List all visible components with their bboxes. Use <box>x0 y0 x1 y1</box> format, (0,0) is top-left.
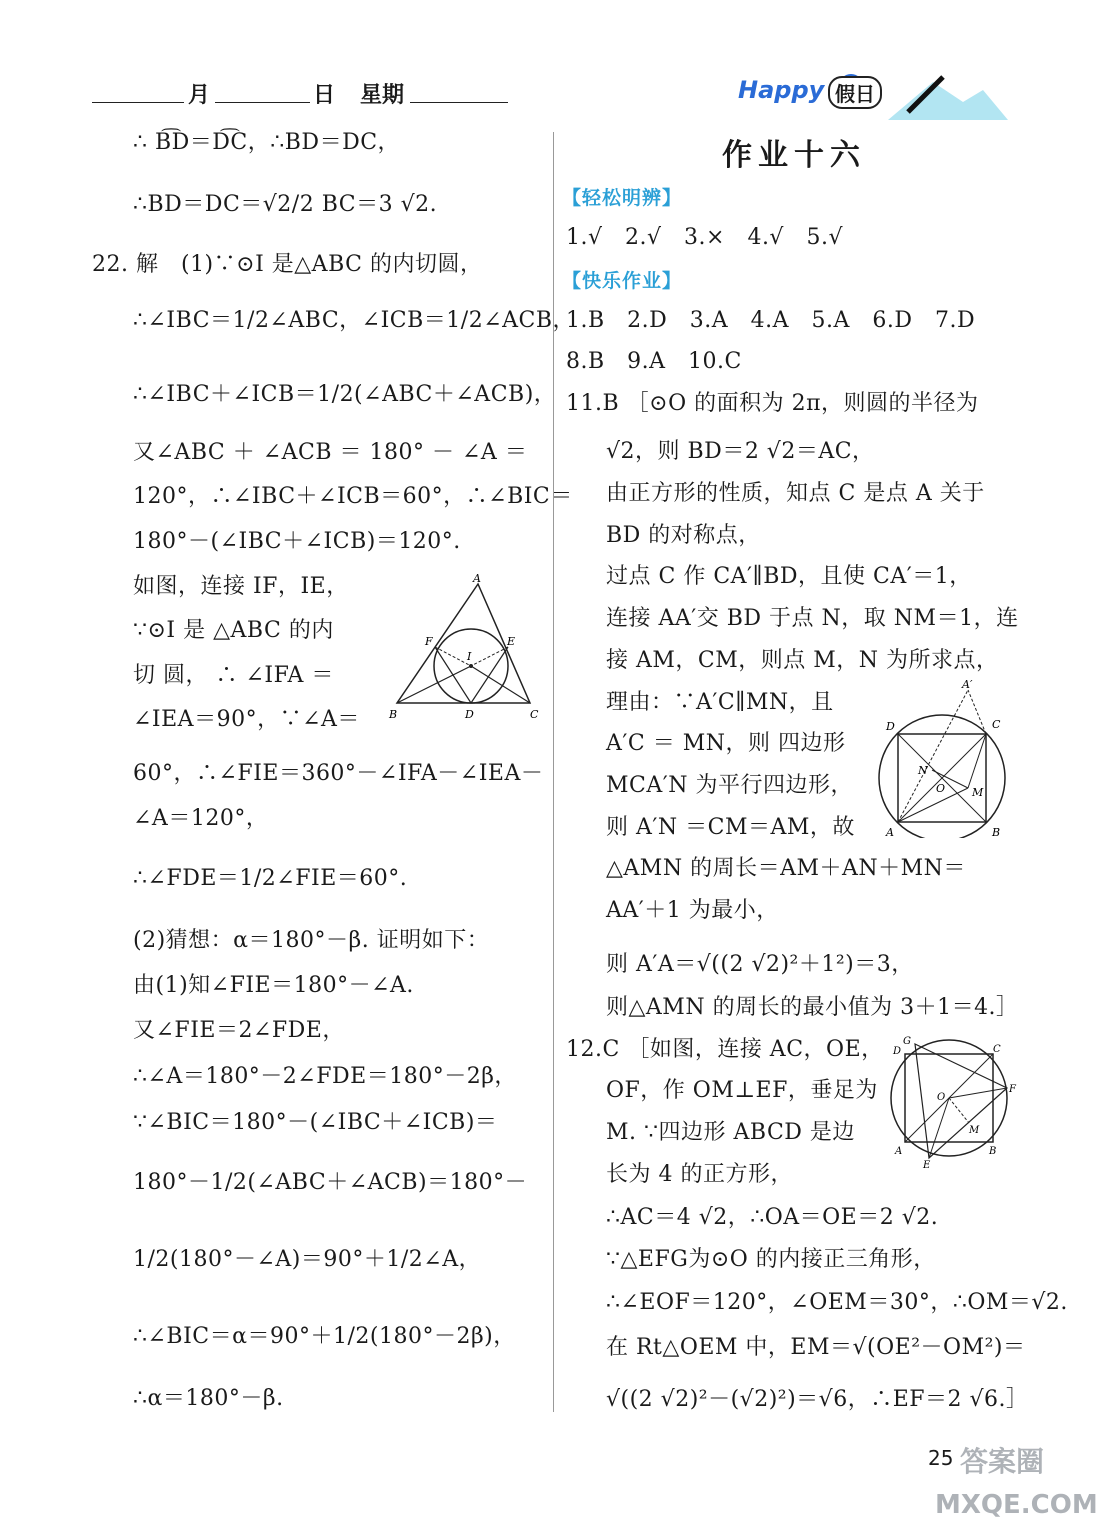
tag-happy-homework: 【快乐作业】 <box>562 270 683 292</box>
label-A: A <box>886 826 894 838</box>
label-F: F <box>1009 1084 1016 1095</box>
label-D: D <box>893 1046 902 1057</box>
watermark-logo: 答案圈 <box>960 1445 1045 1478</box>
right-line-4: BD 的对称点， <box>606 523 761 548</box>
figure-square-in-circle <box>872 678 1032 838</box>
label-E: E <box>923 1160 931 1170</box>
page-number: 25 <box>928 1446 954 1470</box>
right-line-10: MCA′N 为平行四边形， <box>606 773 853 798</box>
label-A: A <box>895 1146 903 1157</box>
left-line-21: 180°－1/2(∠ABC＋∠ACB)＝180°－ <box>133 1170 528 1195</box>
weekday-blank <box>410 102 508 103</box>
right-line-13: AA′＋1 为最小， <box>606 898 779 923</box>
figure-incircle-triangle <box>385 570 545 730</box>
happy-holiday-logo <box>738 72 1008 126</box>
left-line-2: ∴BD＝DC＝√2/2 BC＝3 √2. <box>133 192 438 217</box>
day-label: 日 <box>313 83 336 108</box>
label-D: D <box>886 720 895 733</box>
label-D: D <box>465 708 474 721</box>
answers-judgement: 1.√ 2.√ 3.× 4.√ 5.√ <box>566 225 843 250</box>
label-O: O <box>936 782 946 795</box>
left-line-11: 切 圆， ∴ ∠IFA ＝ <box>133 663 334 688</box>
right-line-7: 接 AM，CM，则点 M，N 为所求点， <box>606 648 999 673</box>
figure-inscribed-triangle-square <box>885 1030 1025 1170</box>
label-G: G <box>903 1036 911 1047</box>
section-title: 作业十六 <box>722 138 866 173</box>
label-C: C <box>993 1044 1001 1055</box>
left-line-20: ∵∠BIC＝180°－(∠IBC＋∠ICB)＝ <box>133 1110 498 1135</box>
right-line-24: √((2 √2)²－(√2)²)＝√6，∴EF＝2 √6.］ <box>606 1387 1029 1412</box>
left-line-13: 60°，∴∠FIE＝360°－∠IFA－∠IEA－ <box>133 761 544 786</box>
right-line-3: 由正方形的性质，知点 C 是点 A 关于 <box>606 481 985 506</box>
left-line-10: ∵⊙I 是 △ABC 的内 <box>133 618 334 643</box>
left-line-23: ∴∠BIC＝α＝90°＋1/2(180°－2β)， <box>133 1324 516 1349</box>
right-line-9: A′C ＝ MN，则 四边形 <box>606 731 846 756</box>
label-I: I <box>467 650 472 663</box>
logo-text: Happy <box>738 76 825 104</box>
column-divider <box>553 132 554 1412</box>
label-F: F <box>425 635 433 648</box>
left-line-19: ∴∠A＝180°－2∠FDE＝180°－2β， <box>133 1064 517 1089</box>
label-M: M <box>972 786 984 799</box>
tag-easy-judgement: 【轻松明辨】 <box>562 187 683 209</box>
left-line-1: ∴ B͡D＝D͡C，∴BD＝DC， <box>133 130 401 155</box>
left-line-5: ∴∠IBC＋∠ICB＝1/2(∠ABC＋∠ACB)， <box>133 382 557 407</box>
right-line-2: √2，则 BD＝2 √2＝AC， <box>606 439 875 464</box>
left-line-4: ∴∠IBC＝1/2∠ABC，∠ICB＝1/2∠ACB， <box>133 308 576 333</box>
right-line-11: 则 A′N ＝CM＝AM，故 <box>606 815 855 840</box>
day-blank <box>215 102 310 103</box>
left-line-12: ∠IEA＝90°，∵∠A＝ <box>133 707 360 732</box>
left-line-24: ∴α＝180°－β. <box>133 1386 284 1411</box>
left-line-14: ∠A＝120°， <box>133 806 269 831</box>
right-line-12: △AMN 的周长＝AM＋AN＋MN＝ <box>606 856 966 881</box>
left-line-6: 又∠ABC ＋ ∠ACB ＝ 180° － ∠A ＝ <box>133 440 528 465</box>
right-line-18: M. ∵四边形 ABCD 是边 <box>606 1120 855 1145</box>
left-line-22: 1/2(180°－∠A)＝90°＋1/2∠A， <box>133 1247 482 1272</box>
month-blank <box>92 102 184 103</box>
left-line-9: 如图，连接 IF，IE， <box>133 574 349 599</box>
right-line-14: 则 A′A＝√((2 √2)²＋1²)＝3， <box>606 952 914 977</box>
label-C: C <box>992 718 1001 731</box>
right-line-21: ∵△EFG为⊙O 的内接正三角形， <box>606 1247 936 1272</box>
label-B: B <box>989 1146 997 1157</box>
left-line-16: (2)猜想：α＝180°－β. 证明如下： <box>133 928 490 953</box>
left-line-7: 120°，∴∠IBC＋∠ICB＝60°，∴∠BIC＝ <box>133 484 573 509</box>
right-line-5: 过点 C 作 CA′∥BD，且使 CA′＝1， <box>606 564 972 589</box>
right-line-6: 连接 AA′交 BD 于点 N，取 NM＝1，连 <box>606 606 1019 631</box>
right-line-15: 则△AMN 的周长的最小值为 3＋1＝4.］ <box>606 995 1019 1020</box>
label-E: E <box>507 635 516 648</box>
left-line-17: 由(1)知∠FIE＝180°－∠A. <box>133 973 414 998</box>
answers-choice-row-1: 1.B 2.D 3.A 4.A 5.A 6.D 7.D <box>566 308 976 333</box>
logo-badge: 假日 <box>828 76 882 109</box>
label-A-prime: A′ <box>962 678 973 691</box>
month-label: 月 <box>188 83 211 108</box>
right-line-22: ∴∠EOF＝120°，∠OEM＝30°，∴OM＝√2. <box>606 1290 1068 1315</box>
right-line-1: 11.B ［⊙O 的面积为 2π，则圆的半径为 <box>566 391 979 416</box>
right-line-23: 在 Rt△OEM 中，EM＝√(OE²－OM²)＝ <box>606 1335 1026 1360</box>
label-N: N <box>918 764 928 777</box>
label-O: O <box>937 1092 946 1103</box>
label-M: M <box>969 1125 980 1136</box>
right-line-16: 12.C ［如图，连接 AC，OE， <box>566 1037 884 1062</box>
watermark-url: MXQE.COM <box>935 1490 1098 1520</box>
left-line-8: 180°－(∠IBC＋∠ICB)＝120°. <box>133 529 461 554</box>
weekday-label: 星期 <box>360 83 405 108</box>
label-B: B <box>389 708 398 721</box>
label-C: C <box>530 708 539 721</box>
label-B: B <box>992 826 1001 838</box>
label-A: A <box>473 572 481 585</box>
right-line-19: 长为 4 的正方形， <box>606 1162 793 1187</box>
left-line-3: 22. 解 (1)∵⊙I 是△ABC 的内切圆， <box>92 252 483 277</box>
right-line-20: ∴AC＝4 √2，∴OA＝OE＝2 √2. <box>606 1205 939 1230</box>
answers-choice-row-2: 8.B 9.A 10.C <box>566 349 742 374</box>
right-line-17: OF，作 OM⊥EF，垂足为 <box>606 1078 878 1103</box>
right-line-8: 理由：∵A′C∥MN，且 <box>606 690 834 715</box>
left-line-18: 又∠FIE＝2∠FDE， <box>133 1018 345 1043</box>
left-line-15: ∴∠FDE＝1/2∠FIE＝60°. <box>133 866 408 891</box>
